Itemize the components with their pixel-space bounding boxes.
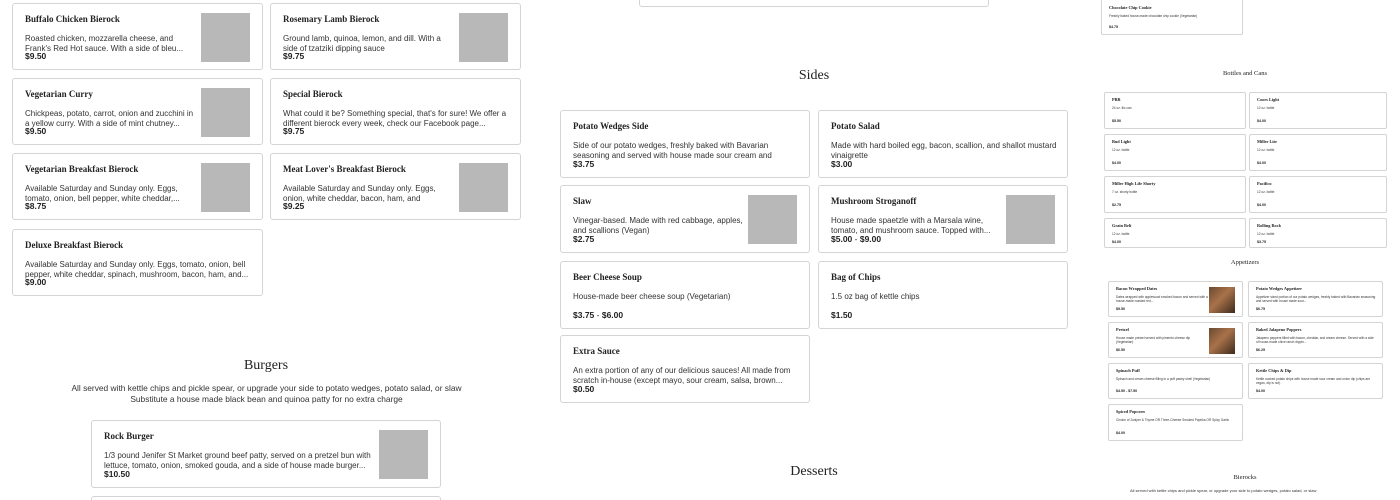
item-name: Meat Lover's Breakfast Bierock — [283, 164, 406, 174]
menu-item-card[interactable] — [560, 110, 810, 178]
menu-item-card[interactable] — [1248, 363, 1383, 399]
menu-item-card[interactable] — [818, 185, 1068, 253]
menu-item-card[interactable] — [1104, 176, 1246, 213]
item-price: $2.75 — [1112, 203, 1121, 207]
section-title-desserts: Desserts — [790, 464, 838, 479]
item-description: 1/3 pound Jenifer St Market ground beef patty, served on a pretzel bun with lettuce, tomato, onion, smoked gouda, and a side of house made burger... — [104, 451, 371, 470]
item-price: $9.75 — [283, 126, 305, 136]
menu-item-card[interactable] — [1249, 218, 1387, 248]
item-price: $3.75 — [573, 159, 595, 169]
section-title-bottles: Bottles and Cans — [1222, 70, 1268, 77]
item-name: Special Bierock — [283, 89, 343, 99]
item-image — [1209, 287, 1235, 313]
item-name: Coors Light — [1257, 97, 1280, 102]
item-description: Choice of Juniper & Thyme OR Three-Cheese Smoked Paprika OR Spicy Garlic — [1116, 418, 1230, 422]
item-price: $9.50 — [25, 126, 47, 136]
item-description: Chickpeas, potato, carrot, onion and zucchini in a yellow curry. With a side of mint chutney... — [25, 109, 194, 128]
menu-item-card[interactable] — [1249, 92, 1387, 129]
menu-item-card[interactable] — [91, 496, 441, 500]
item-description: Available Saturday and Sunday only. Eggs, tomato, onion, bell pepper, white cheddar,... — [25, 184, 180, 203]
item-image — [201, 163, 250, 212]
section-subtitle: All served with kettle chips and pickle spear, or upgrade your side to potato wedges, potato salad, or slaw — [71, 383, 462, 393]
section-title-appetizers: Appetizers — [1230, 259, 1260, 266]
item-description: Freshly baked house-made chocolate chip cookie (Vegetarian) — [1109, 14, 1198, 18]
item-price: $4.75 — [1109, 25, 1118, 29]
item-name: Bag of Chips — [831, 272, 881, 282]
item-price: $6.75 — [1256, 307, 1265, 311]
item-price: $5.50 — [1112, 119, 1121, 123]
item-description: 12 oz. bottle — [1257, 190, 1275, 194]
item-name: Mushroom Stroganoff — [831, 196, 917, 206]
menu-item-card[interactable] — [1249, 134, 1387, 171]
item-price: $3.00 — [831, 159, 853, 169]
item-description: 12 oz. bottle — [1257, 232, 1275, 236]
item-image — [1006, 195, 1055, 244]
item-price: $0.50 — [573, 384, 595, 394]
item-price: $6.25 — [1256, 348, 1265, 352]
item-name: Chocolate Chip Cookie — [1109, 5, 1152, 10]
item-name: Spiced Popcorn — [1116, 409, 1145, 414]
item-name: Vegetarian Curry — [25, 89, 93, 99]
item-description: Side of our potato wedges, freshly baked with Bavarian seasoning and served with house made sour cream and — [573, 141, 772, 160]
item-name: Miller Lite — [1257, 139, 1277, 144]
menu-item-card[interactable] — [270, 153, 521, 220]
item-description: 12 oz. bottle — [1112, 232, 1130, 236]
item-name: Potato Wedges Side — [573, 121, 649, 131]
section-title-bierocks: Bierocks — [1233, 474, 1257, 481]
item-price: $9.75 — [283, 51, 305, 61]
menu-item-card[interactable] — [270, 78, 521, 145]
item-description: 7 oz. shorty bottle — [1112, 190, 1138, 194]
item-price: $4.50 - $7.50 — [1116, 389, 1138, 393]
menu-item-card[interactable] — [12, 3, 263, 70]
menu-item-card[interactable] — [12, 229, 263, 296]
item-price: $4.00 — [1112, 161, 1121, 165]
item-name: Baked Jalapeno Poppers — [1256, 327, 1302, 332]
item-price: $4.00 — [1257, 119, 1266, 123]
item-price: $3.75 — [1257, 240, 1266, 244]
menu-item-card[interactable] — [270, 3, 521, 70]
item-price: $5.00 - $9.00 — [831, 234, 882, 244]
item-name: Rolling Rock — [1257, 223, 1281, 228]
menu-item-card[interactable] — [1248, 281, 1383, 317]
menu-item-card[interactable] — [1104, 92, 1246, 129]
menu-item-card[interactable] — [1108, 281, 1243, 317]
item-price: $9.00 — [25, 277, 47, 287]
menu-item-card[interactable] — [818, 110, 1068, 178]
item-description: Ground lamb, quinoa, lemon, and dill. With a side of tzatziki dipping sauce — [283, 34, 441, 53]
item-name: Bud Light — [1112, 139, 1131, 144]
item-description: Available Saturday and Sunday only. Eggs, tomato, onion, bell pepper, white cheddar, spinach, mushroom, bacon, ham, and... — [25, 260, 249, 279]
menu-item-card[interactable] — [1108, 404, 1243, 441]
item-description: Jalapeno peppers filled with bacon, cheddar, and cream cheese. Served with a side of house-made chive ranch dippin... — [1256, 336, 1374, 344]
menu-item-card[interactable] — [1248, 322, 1383, 358]
menu-item-card[interactable] — [560, 335, 810, 403]
item-price: $3.75 - $6.00 — [573, 310, 624, 320]
item-price: $9.50 — [25, 51, 47, 61]
item-description: House made pretzel served with pimento cheese dip (Vegetarian) — [1116, 336, 1191, 344]
item-name: Pretzel — [1116, 327, 1129, 332]
item-name: Buffalo Chicken Bierock — [25, 14, 120, 24]
menu-item-card[interactable] — [560, 185, 810, 253]
item-price: $9.25 — [283, 201, 305, 211]
item-price: $4.00 — [1257, 203, 1266, 207]
item-name: Rock Burger — [104, 431, 154, 441]
item-description: What could it be? Something special, that's for sure! We offer a different bierock every week, check our Facebook page... — [283, 109, 507, 128]
item-price: $8.75 — [25, 201, 47, 211]
item-name: Slaw — [573, 196, 592, 206]
menu-item-card[interactable] — [1104, 134, 1246, 171]
item-description: 12 oz. bottle — [1112, 148, 1130, 152]
menu-item-card[interactable] — [12, 153, 263, 220]
menu-item-card[interactable] — [1104, 218, 1246, 248]
item-description: 12 oz. bottle — [1257, 106, 1275, 110]
section-subtitle: Substitute a house made black bean and quinoa patty for no extra charge — [130, 394, 403, 404]
item-description: House-made beer cheese soup (Vegetarian) — [573, 292, 731, 301]
item-price: $2.75 — [573, 234, 595, 244]
item-name: Potato Wedges Appetizer — [1256, 286, 1302, 291]
item-name: Vegetarian Breakfast Bierock — [25, 164, 139, 174]
item-price: $6.50 — [1116, 348, 1125, 352]
item-description: 1.5 oz bag of kettle chips — [831, 292, 920, 301]
item-price: $4.00 — [1257, 161, 1266, 165]
item-description: Spinach and cream cheese filling in a puff pastry shell (Vegetarian) — [1116, 377, 1211, 381]
item-image — [201, 13, 250, 62]
section-subtitle: All served with kettle chips and pickle spear, or upgrade your side to potato wedges, potato salad, or slaw — [1130, 488, 1317, 493]
item-name: Rosemary Lamb Bierock — [283, 14, 380, 24]
menu-item-card[interactable] — [639, 0, 989, 7]
item-description: Appetizer sized portion of our potato wedges, freshly baked with Bavarian seasoning and served with house made sour... — [1256, 295, 1376, 303]
item-name: Kettle Chips & Dip — [1256, 368, 1292, 373]
item-price: $9.50 — [1116, 307, 1125, 311]
item-description: Roasted chicken, mozzarella cheese, and Frank's Red Hot sauce. With a side of bleu... — [25, 34, 184, 53]
item-image — [748, 195, 797, 244]
item-image — [1209, 328, 1235, 354]
item-image — [379, 430, 428, 479]
item-description: 24 oz. tllc can — [1112, 106, 1132, 110]
item-name: Spinach Puff — [1116, 368, 1140, 373]
item-price: $10.50 — [104, 469, 130, 479]
menu-item-card[interactable] — [91, 420, 441, 488]
menu-item-card[interactable] — [1108, 322, 1243, 358]
item-price: $1.50 — [831, 310, 853, 320]
item-description: An extra portion of any of our delicious sauces! All made from scratch in-house (except mayo, sour cream, salsa, brown... — [573, 366, 791, 385]
menu-item-card[interactable] — [818, 261, 1068, 329]
item-image — [459, 163, 508, 212]
item-name: Potato Salad — [831, 121, 880, 131]
item-description: Kettle cooked potato chips with house made sour cream and onion dip (chips are vegan, dip is not) — [1256, 377, 1371, 385]
section-title-burgers: Burgers — [243, 358, 289, 373]
item-name: PBR — [1112, 97, 1121, 102]
item-price: $4.00 — [1112, 240, 1121, 244]
item-name: Miller High Life Shorty — [1112, 181, 1156, 186]
item-price: $4.00 — [1256, 389, 1265, 393]
menu-item-card[interactable] — [1249, 176, 1387, 213]
item-name: Deluxe Breakfast Bierock — [25, 240, 124, 250]
item-price: $4.00 — [1116, 431, 1125, 435]
item-description: Dates wrapped with applewood smoked bacon and served with a house-made roasted red... — [1116, 295, 1208, 303]
item-description: Made with hard boiled egg, bacon, scallion, and shallot mustard vinaigrette — [831, 141, 1057, 160]
item-image — [459, 13, 508, 62]
item-description: Vinegar-based. Made with red cabbage, apples, and scallions (Vegan) — [573, 216, 743, 235]
item-name: Grain Belt — [1112, 223, 1132, 228]
item-name: Bacon Wrapped Dates — [1116, 286, 1158, 291]
item-name: Pacifico — [1257, 181, 1272, 186]
item-description: House made spaetzle with a Marsala wine, tomato, and mushroom sauce. Topped with... — [831, 216, 991, 235]
item-image — [201, 88, 250, 137]
menu-item-card[interactable] — [1101, 0, 1243, 35]
menu-item-card[interactable] — [560, 261, 810, 329]
item-name: Beer Cheese Soup — [573, 272, 642, 282]
item-name: Extra Sauce — [573, 346, 620, 356]
item-description: Available Saturday and Sunday only. Eggs, onion, white cheddar, bacon, ham, and — [283, 184, 436, 203]
item-description: 12 oz. bottle — [1257, 148, 1275, 152]
menu-item-card[interactable] — [12, 78, 263, 145]
section-title-sides: Sides — [798, 68, 830, 83]
menu-item-card[interactable] — [1108, 363, 1243, 399]
